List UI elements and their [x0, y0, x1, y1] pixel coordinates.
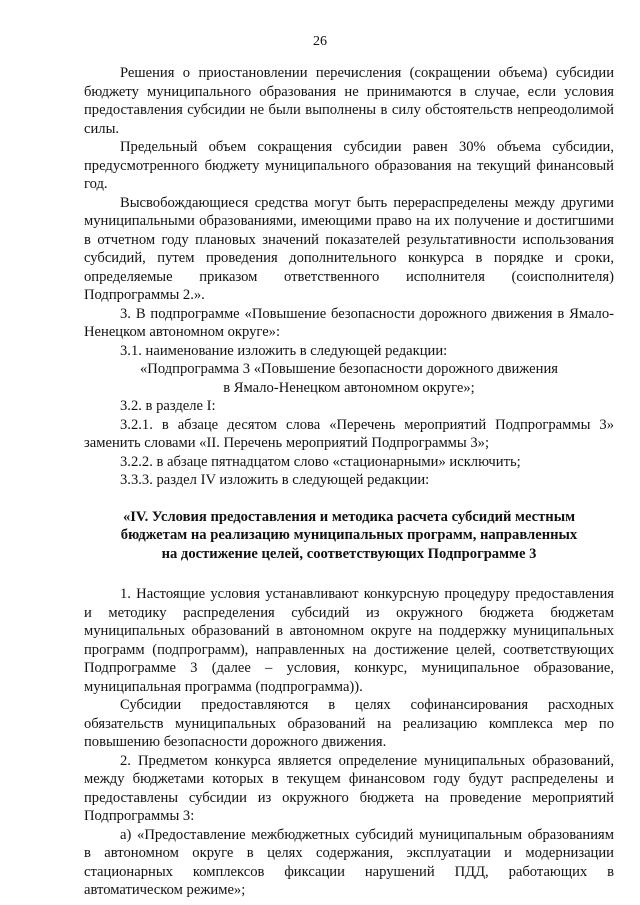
section-iv-heading [84, 508, 614, 564]
section-heading-line-2: бюджетам на реализацию муниципальных программ, направленных [120, 527, 578, 543]
paragraph-conditions-2: 2. Предметом конкурса является определение муниципальных образований, между бюджетами которых в текущем финансовом году будут распределены и предоставлены субсидии из окружного бюджета на проведение мероприятий Подпрограммы 3: [84, 752, 614, 824]
paragraph-item-a: а) «Предоставление межбюджетных субсидий муниципальным образованиям в автономном округе в целях содержания, эксплуатации и модернизации стационарных комплексов фиксации нарушений ПДД, работающих в автоматическом режиме»; [84, 826, 614, 898]
quoted-title-line-1: «Подпрограмма 3 «Повышение безопасности дорожного движения [140, 361, 558, 377]
quoted-subprogram-title [84, 360, 614, 397]
paragraph-subsidies-purpose: Субсидии предоставляются в целях софинансирования расходных обязательств муниципальных образований на реализацию комплекса мер по повышению безопасности дорожного движения. [84, 697, 614, 750]
quoted-title-line-2: в Ямало-Ненецком автономном округе»; [223, 379, 475, 396]
section-heading-line-3: на достижение целей, соответствующих Подпрограмме 3 [161, 545, 537, 562]
paragraph-item-3-2-2: 3.2.2. в абзаце пятнадцатом слово «стационарными» исключить; [120, 453, 521, 470]
paragraph-redistribution: Высвобождающиеся средства могут быть перераспределены между другими муниципальными образованиями, имеющими право на их получение и достигшими в отчетном году плановых значений показателей результативности использования субсидий, путем проведения дополнительного конкурса в порядке и сроки, определяемые приказом ответственного исполнителя (соисполнителя) Подпрограммы 2.». [84, 194, 614, 303]
paragraph-reduction-limit: Предельный объем сокращения субсидии равен 30% объема субсидии, предусмотренного бюджету муниципального образования на текущий финансовый год. [84, 139, 614, 192]
paragraph-item-3-3-3: 3.3.3. раздел IV изложить в следующей редакции: [120, 472, 430, 488]
document-body [84, 64, 614, 900]
paragraph-item-3-2-1: 3.2.1. в абзаце десятом слова «Перечень мероприятий Подпрограммы 3» заменить словами «II. Перечень мероприятий Подпрограммы 3»; [84, 416, 614, 451]
paragraph-item-3-1: 3.1. наименование изложить в следующей редакции: [120, 342, 448, 359]
paragraph-item-3: 3. В подпрограмме «Повышение безопасности дорожного движения в Ямало-Ненецком автономном округе»: [84, 305, 614, 340]
paragraph-item-3-2: 3.2. в разделе I: [120, 398, 216, 414]
paragraph-suspension-decisions: Решения о приостановлении перечисления (сокращении объема) субсидии бюджету муниципального образования не принимаются в случае, если условия предоставления субсидии не были выполнены в силу обстоятельств непреодолимой силы. [84, 65, 614, 137]
section-heading-line-1: «IV. Условия предоставления и методика расчета субсидий местным [122, 508, 576, 525]
page-number: 26 [313, 34, 327, 49]
paragraph-conditions-1: 1. Настоящие условия устанавливают конкурсную процедуру предоставления и методику распределения субсидий из окружного бюджета бюджетам муниципальных образований в автономном округе на поддержку муниципальных программ (подпрограмм), направленных на достижение целей, соответствующих Подпрограмме 3 (далее – условия, конкурс, муниципальное образование, муниципальная программа (подпрограмма)). [84, 586, 614, 695]
